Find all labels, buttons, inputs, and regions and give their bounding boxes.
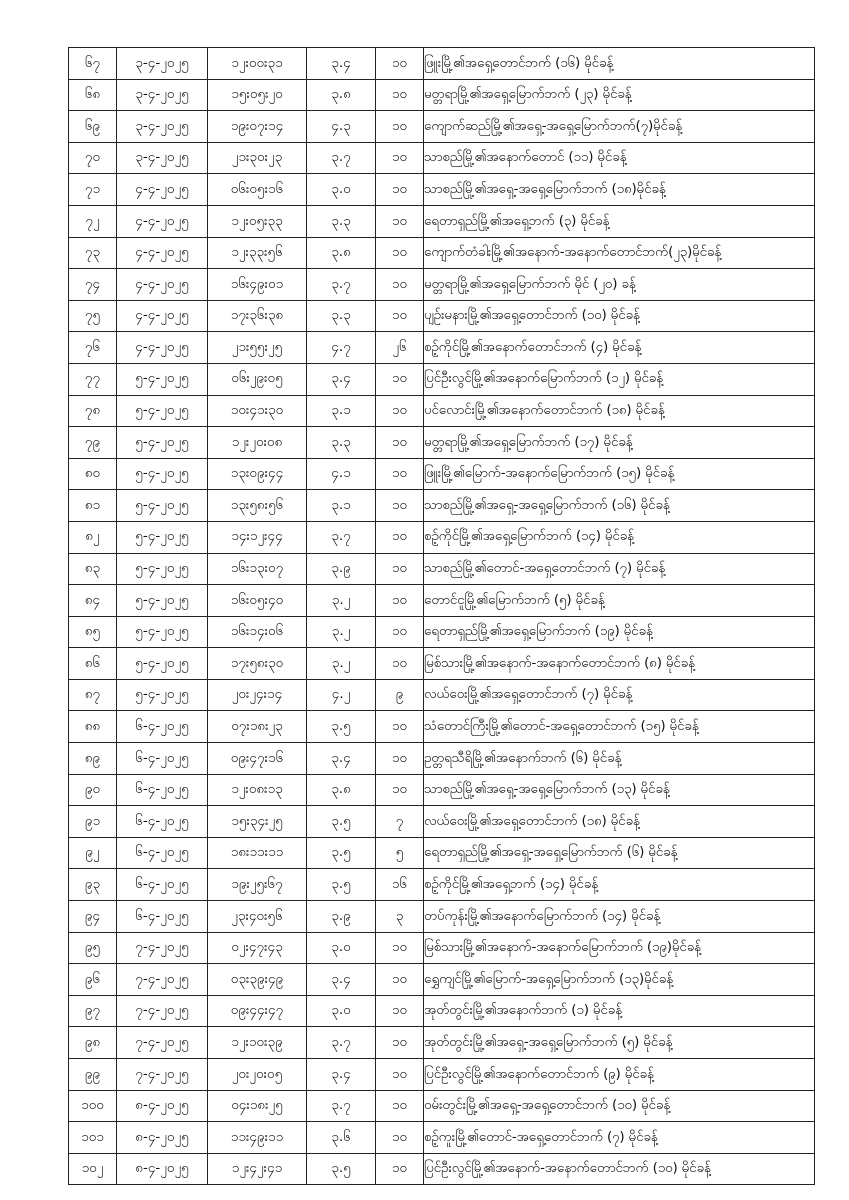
table-row (69, 837, 815, 869)
magnitude-cell: ၃.၅ (307, 1153, 376, 1185)
depth-cell: ၁၀ (376, 142, 424, 174)
date-cell: ၆-၄-၂၀၂၅ (117, 806, 208, 838)
row-number-cell: ၉၂ (69, 837, 117, 869)
time-cell: ၀၉း၄၇း၁၆ (208, 743, 307, 775)
row-number-cell: ၉၈ (69, 1027, 117, 1059)
location-cell: စဉ့်ကိုင်မြို့၏အနောက်တောင်ဘက် (၄) မိုင်ခန့် (424, 332, 815, 364)
time-cell: ၁၂း၁၀း၃၉ (208, 1027, 307, 1059)
location-cell: စဉ့်ကိုင်မြို့၏အရှေ့မြောက်ဘက် (၁၄) မိုင်ခန့် (424, 521, 815, 553)
time-cell: ၂၃း၄၀း၅၆ (208, 901, 307, 933)
magnitude-cell: ၃.၅ (307, 806, 376, 838)
depth-cell: ၁၀ (376, 932, 424, 964)
table-row (69, 869, 815, 901)
row-number-cell: ၇၉ (69, 427, 117, 459)
magnitude-cell: ၃.၈ (307, 774, 376, 806)
time-cell: ၀၆း၂၉း၀၅ (208, 363, 307, 395)
magnitude-cell: ၃.၅ (307, 869, 376, 901)
magnitude-cell: ၃.၃ (307, 427, 376, 459)
time-cell: ၂၁း၃၀း၂၃ (208, 142, 307, 174)
date-cell: ၅-၄-၂၀၂၅ (117, 521, 208, 553)
depth-cell: ၁၀ (376, 300, 424, 332)
table-row (69, 111, 815, 143)
magnitude-cell: ၃.၄ (307, 48, 376, 80)
table-row (69, 901, 815, 933)
location-cell: သံတောင်ကြီးမြို့၏တောင်-အရှေ့တောင်ဘက် (၁၅) မိုင်ခန့် (424, 711, 815, 743)
location-cell: မတ္တရာမြို့၏အရှေ့မြောက်ဘက် (၂၃) မိုင်ခန့် (424, 79, 815, 111)
date-cell: ၄-၄-၂၀၂၅ (117, 332, 208, 364)
date-cell: ၃-၄-၂၀၂၅ (117, 79, 208, 111)
location-cell: မြစ်သားမြို့၏အနောက်-အနောက်မြောက်ဘက် (၁၉)မိုင်ခန့် (424, 932, 815, 964)
location-cell: မတ္တရာမြို့၏အရှေ့မြောက်ဘက် (၁၇) မိုင်ခန့် (424, 427, 815, 459)
location-cell: စဉ့်ကိုင်မြို့၏အရှေ့ဘက် (၁၄) မိုင်ခန့် (424, 869, 815, 901)
location-cell: သာစည်မြို့၏တောင်-အရှေ့တောင်ဘက် (၇) မိုင်ခန့် (424, 553, 815, 585)
magnitude-cell: ၃.၈ (307, 237, 376, 269)
depth-cell: ၁၀ (376, 205, 424, 237)
location-cell: တောင်ငူမြို့၏မြောက်ဘက် (၅) မိုင်ခန့် (424, 585, 815, 617)
date-cell: ၃-၄-၂၀၂၅ (117, 142, 208, 174)
date-cell: ၈-၄-၂၀၂၅ (117, 1090, 208, 1122)
depth-cell: ၁၀ (376, 1059, 424, 1091)
row-number-cell: ၉၇ (69, 995, 117, 1027)
row-number-cell: ၉၃ (69, 869, 117, 901)
table-row (69, 395, 815, 427)
table-row (69, 774, 815, 806)
date-cell: ၅-၄-၂၀၂၅ (117, 458, 208, 490)
time-cell: ၁၅း၀၅း၂၀ (208, 79, 307, 111)
location-cell: ကျောက်တံခါးမြို့၏အနောက်-အနောက်တောင်ဘက်(၂၃)မိုင်ခန့် (424, 237, 815, 269)
time-cell: ၀၆း၀၅း၁၆ (208, 174, 307, 206)
row-number-cell: ၈၄ (69, 585, 117, 617)
depth-cell: ၁၀ (376, 174, 424, 206)
magnitude-cell: ၃.၅ (307, 837, 376, 869)
row-number-cell: ၈၁ (69, 490, 117, 522)
depth-cell: ၁၀ (376, 48, 424, 80)
row-number-cell: ၇၂ (69, 205, 117, 237)
location-cell: ရေတာရှည်မြို့၏အရှေ့-အရှေ့မြောက်ဘက် (၆) မိုင်ခန့် (424, 837, 815, 869)
depth-cell: ၁၀ (376, 774, 424, 806)
location-cell: ဝမ်းတွင်းမြို့၏အရှေ့-အရှေ့တောင်ဘက် (၁၀) မိုင်ခန့် (424, 1090, 815, 1122)
depth-cell: ၇ (376, 806, 424, 838)
depth-cell: ၁၀ (376, 711, 424, 743)
time-cell: ၀၇း၁၈း၂၃ (208, 711, 307, 743)
location-cell: ပြင်ဦးလွင်မြို့၏အနောက်တောင်ဘက် (၉) မိုင်ခန့် (424, 1059, 815, 1091)
time-cell: ၁၂း၃၃း၅၆ (208, 237, 307, 269)
location-cell: စဉ့်ကူးမြို့၏တောင်-အရှေ့တောင်ဘက် (၇) မိုင်ခန့် (424, 1122, 815, 1154)
row-number-cell: ၇၃ (69, 237, 117, 269)
date-cell: ၅-၄-၂၀၂၅ (117, 553, 208, 585)
date-cell: ၇-၄-၂၀၂၅ (117, 932, 208, 964)
depth-cell: ၁၀ (376, 616, 424, 648)
magnitude-cell: ၃.၂ (307, 616, 376, 648)
date-cell: ၄-၄-၂၀၂၅ (117, 300, 208, 332)
row-number-cell: ၇၁ (69, 174, 117, 206)
time-cell: ၁၃း၅၈း၅၆ (208, 490, 307, 522)
time-cell: ၁၆း၁၄း၀၆ (208, 616, 307, 648)
row-number-cell: ၆၈ (69, 79, 117, 111)
time-cell: ၁၂း၂၀း၀၈ (208, 427, 307, 459)
depth-cell: ၁၀ (376, 1090, 424, 1122)
row-number-cell: ၆၉ (69, 111, 117, 143)
magnitude-cell: ၃.၄ (307, 743, 376, 775)
location-cell: မြစ်သားမြို့၏အနောက်-အနောက်တောင်ဘက် (၈) မိုင်ခန့် (424, 648, 815, 680)
time-cell: ၁၁း၄၉း၁၁ (208, 1122, 307, 1154)
row-number-cell: ၈၀ (69, 458, 117, 490)
date-cell: ၄-၄-၂၀၂၅ (117, 269, 208, 301)
magnitude-cell: ၃.၆ (307, 1122, 376, 1154)
depth-cell: ၁၀ (376, 743, 424, 775)
table-row (69, 711, 815, 743)
time-cell: ၁၉း၂၅း၆၇ (208, 869, 307, 901)
magnitude-cell: ၃.၀ (307, 995, 376, 1027)
row-number-cell: ၈၂ (69, 521, 117, 553)
row-number-cell: ၉၀ (69, 774, 117, 806)
location-cell: ပြင်ဦးလွင်မြို့၏အနောက်မြောက်ဘက် (၁၂) မိုင်ခန့် (424, 363, 815, 395)
date-cell: ၆-၄-၂၀၂၅ (117, 901, 208, 933)
time-cell: ၁၈း၁၁း၁၁ (208, 837, 307, 869)
location-cell: ရွှေကျင်မြို့၏မြောက်-အရှေ့မြောက်ဘက် (၁၃)မိုင်ခန့် (424, 964, 815, 996)
date-cell: ၅-၄-၂၀၂၅ (117, 427, 208, 459)
table-row (69, 205, 815, 237)
location-cell: ဖြူးမြို့၏အရှေ့တောင်ဘက် (၁၆) မိုင်ခန့် (424, 48, 815, 80)
row-number-cell: ၈၅ (69, 616, 117, 648)
depth-cell: ၁၀ (376, 995, 424, 1027)
time-cell: ၁၆း၄၉း၀၁ (208, 269, 307, 301)
depth-cell: ၁၀ (376, 521, 424, 553)
table-row (69, 1027, 815, 1059)
table-row (69, 142, 815, 174)
depth-cell: ၁၀ (376, 237, 424, 269)
date-cell: ၄-၄-၂၀၂၅ (117, 237, 208, 269)
depth-cell: ၂၆ (376, 332, 424, 364)
location-cell: အုတ်တွင်းမြို့၏အနောက်ဘက် (၁) မိုင်ခန့် (424, 995, 815, 1027)
location-cell: မတ္တရာမြို့၏အရှေ့မြောက်ဘက် မိုင် (၂၀) ခန့် (424, 269, 815, 301)
earthquake-table-body (69, 48, 815, 1185)
magnitude-cell: ၃.၁ (307, 490, 376, 522)
row-number-cell: ၈၃ (69, 553, 117, 585)
row-number-cell: ၇၈ (69, 395, 117, 427)
location-cell: ပြင်ဦးလွင်မြို့၏အနောက်-အနောက်တောင်ဘက် (၁၀) မိုင်ခန့် (424, 1153, 815, 1185)
row-number-cell: ၁၀၁ (69, 1122, 117, 1154)
time-cell: ၁၀း၄၁း၃၀ (208, 395, 307, 427)
time-cell: ၀၉း၄၄း၄၇ (208, 995, 307, 1027)
magnitude-cell: ၃.၅ (307, 711, 376, 743)
date-cell: ၅-၄-၂၀၂၅ (117, 585, 208, 617)
depth-cell: ၁၀ (376, 553, 424, 585)
location-cell: ပင်လောင်းမြို့၏အနောက်တောင်ဘက် (၁၈) မိုင်ခန့် (424, 395, 815, 427)
table-row (69, 48, 815, 80)
row-number-cell: ၈၇ (69, 679, 117, 711)
depth-cell: ၁၀ (376, 269, 424, 301)
depth-cell: ၅ (376, 837, 424, 869)
magnitude-cell: ၃.၂ (307, 585, 376, 617)
depth-cell: ၁၀ (376, 1153, 424, 1185)
table-row (69, 964, 815, 996)
date-cell: ၃-၄-၂၀၂၅ (117, 111, 208, 143)
magnitude-cell: ၃.၇ (307, 521, 376, 553)
depth-cell: ၁၀ (376, 458, 424, 490)
date-cell: ၅-၄-၂၀၂၅ (117, 616, 208, 648)
table-row (69, 458, 815, 490)
date-cell: ၆-၄-၂၀၂၅ (117, 837, 208, 869)
date-cell: ၃-၄-၂၀၂၅ (117, 48, 208, 80)
time-cell: ၀၄း၁၈း၂၅ (208, 1090, 307, 1122)
magnitude-cell: ၃.၇ (307, 1027, 376, 1059)
location-cell: ကျောက်ဆည်မြို့၏အရှေ့-အရှေ့မြောက်ဘက်(၇)မိုင်ခန့် (424, 111, 815, 143)
time-cell: ၁၂း၀၈း၁၃ (208, 774, 307, 806)
time-cell: ၁၅း၃၄း၂၅ (208, 806, 307, 838)
depth-cell: ၁၀ (376, 964, 424, 996)
table-row (69, 79, 815, 111)
date-cell: ၅-၄-၂၀၂၅ (117, 395, 208, 427)
table-row (69, 521, 815, 553)
row-number-cell: ၉၁ (69, 806, 117, 838)
location-cell: အုတ်တွင်းမြို့၏အရှေ့-အရှေ့မြောက်ဘက် (၅) မိုင်ခန့် (424, 1027, 815, 1059)
time-cell: ၁၂း၄၂း၄၁ (208, 1153, 307, 1185)
magnitude-cell: ၃.၀ (307, 174, 376, 206)
table-row (69, 332, 815, 364)
time-cell: ၁၇း၃၆း၃၈ (208, 300, 307, 332)
date-cell: ၅-၄-၂၀၂၅ (117, 363, 208, 395)
magnitude-cell: ၃.၁ (307, 395, 376, 427)
time-cell: ၁၆း၀၅း၄၀ (208, 585, 307, 617)
depth-cell: ၁၀ (376, 1122, 424, 1154)
magnitude-cell: ၄.၃ (307, 111, 376, 143)
date-cell: ၄-၄-၂၀၂၅ (117, 174, 208, 206)
magnitude-cell: ၃.၄ (307, 1059, 376, 1091)
table-row (69, 585, 815, 617)
date-cell: ၅-၄-၂၀၂၅ (117, 490, 208, 522)
row-number-cell: ၇၆ (69, 332, 117, 364)
date-cell: ၈-၄-၂၀၂၅ (117, 1153, 208, 1185)
location-cell: ပျဉ်းမနားမြို့၏အရှေ့တောင်ဘက် (၁၀) မိုင်ခန့် (424, 300, 815, 332)
location-cell: လယ်ဝေးမြို့၏အရှေ့တောင်ဘက် (၇) မိုင်ခန့် (424, 679, 815, 711)
magnitude-cell: ၃.၇ (307, 1090, 376, 1122)
location-cell: သာစည်မြို့၏အရှေ့-အရှေ့မြောက်ဘက် (၁၆) မိုင်ခန့် (424, 490, 815, 522)
row-number-cell: ၆၇ (69, 48, 117, 80)
location-cell: ဖြူးမြို့၏မြောက်-အနောက်မြောက်ဘက် (၁၅) မိုင်ခန့် (424, 458, 815, 490)
table-row (69, 743, 815, 775)
table-row (69, 648, 815, 680)
table-row (69, 679, 815, 711)
location-cell: သာစည်မြို့၏အနောက်တောင် (၁၁) မိုင်ခန့် (424, 142, 815, 174)
date-cell: ၆-၄-၂၀၂၅ (117, 774, 208, 806)
row-number-cell: ၇၅ (69, 300, 117, 332)
date-cell: ၆-၄-၂၀၂၅ (117, 743, 208, 775)
magnitude-cell: ၃.၃ (307, 205, 376, 237)
depth-cell: ၁၀ (376, 363, 424, 395)
depth-cell: ၁၀ (376, 490, 424, 522)
table-row (69, 269, 815, 301)
table-row (69, 237, 815, 269)
row-number-cell: ၉၆ (69, 964, 117, 996)
table-row (69, 300, 815, 332)
table-row (69, 806, 815, 838)
earthquake-table (68, 47, 815, 1185)
row-number-cell: ၇၇ (69, 363, 117, 395)
row-number-cell: ၇၄ (69, 269, 117, 301)
table-row (69, 995, 815, 1027)
depth-cell: ၁၀ (376, 79, 424, 111)
magnitude-cell: ၃.၄ (307, 964, 376, 996)
time-cell: ၁၂း၀၀း၃၁ (208, 48, 307, 80)
row-number-cell: ၈၆ (69, 648, 117, 680)
table-row (69, 1090, 815, 1122)
table-row (69, 174, 815, 206)
row-number-cell: ၉၅ (69, 932, 117, 964)
date-cell: ၇-၄-၂၀၂၅ (117, 1027, 208, 1059)
table-row (69, 932, 815, 964)
row-number-cell: ၁၀၀ (69, 1090, 117, 1122)
location-cell: တပ်ကုန်းမြို့၏အနောက်မြောက်ဘက် (၁၄) မိုင်ခန့် (424, 901, 815, 933)
magnitude-cell: ၃.၉ (307, 553, 376, 585)
row-number-cell: ၉၉ (69, 1059, 117, 1091)
magnitude-cell: ၄.၇ (307, 332, 376, 364)
table-row (69, 363, 815, 395)
table-row (69, 427, 815, 459)
location-cell: ရေတာရှည်မြို့၏အရှေ့ဘက် (၃) မိုင်ခန့် (424, 205, 815, 237)
time-cell: ၁၃း၀၉း၄၄ (208, 458, 307, 490)
time-cell: ၂၁း၅၅း၂၅ (208, 332, 307, 364)
time-cell: ၁၂း၀၅း၃၃ (208, 205, 307, 237)
row-number-cell: ၈၉ (69, 743, 117, 775)
table-row (69, 1122, 815, 1154)
depth-cell: ၉ (376, 679, 424, 711)
time-cell: ၂၀း၂၀း၀၅ (208, 1059, 307, 1091)
time-cell: ၁၉း၀၇း၁၄ (208, 111, 307, 143)
magnitude-cell: ၃.၈ (307, 79, 376, 111)
magnitude-cell: ၃.၂ (307, 648, 376, 680)
location-cell: သာစည်မြို့၏အရှေ့-အရှေ့မြောက်ဘက် (၁၃) မိုင်ခန့် (424, 774, 815, 806)
row-number-cell: ၈၈ (69, 711, 117, 743)
magnitude-cell: ၃.၀ (307, 932, 376, 964)
table-row (69, 1153, 815, 1185)
date-cell: ၆-၄-၂၀၂၅ (117, 711, 208, 743)
time-cell: ၁၇း၅၈း၃၀ (208, 648, 307, 680)
date-cell: ၇-၄-၂၀၂၅ (117, 995, 208, 1027)
table-row (69, 1059, 815, 1091)
table-row (69, 490, 815, 522)
row-number-cell: ၇၀ (69, 142, 117, 174)
magnitude-cell: ၃.၄ (307, 363, 376, 395)
depth-cell: ၁၀ (376, 585, 424, 617)
time-cell: ၂၀း၂၄း၁၄ (208, 679, 307, 711)
location-cell: သာစည်မြို့၏အရှေ့-အရှေ့မြောက်ဘက် (၁၈)မိုင်ခန့် (424, 174, 815, 206)
date-cell: ၄-၄-၂၀၂၅ (117, 205, 208, 237)
time-cell: ၁၄း၁၂း၄၄ (208, 521, 307, 553)
depth-cell: ၁၀ (376, 1027, 424, 1059)
location-cell: ဥတ္တရသီရိမြို့၏အနောက်ဘက် (၆) မိုင်ခန့် (424, 743, 815, 775)
date-cell: ၇-၄-၂၀၂၅ (117, 1059, 208, 1091)
time-cell: ၀၂း၄၇း၄၃ (208, 932, 307, 964)
table-row (69, 553, 815, 585)
location-cell: လယ်ဝေးမြို့၏အရှေ့တောင်ဘက် (၁၈) မိုင်ခန့် (424, 806, 815, 838)
row-number-cell: ၉၄ (69, 901, 117, 933)
date-cell: ၇-၄-၂၀၂၅ (117, 964, 208, 996)
depth-cell: ၁၀ (376, 111, 424, 143)
depth-cell: ၁၆ (376, 869, 424, 901)
depth-cell: ၁၀ (376, 427, 424, 459)
date-cell: ၅-၄-၂၀၂၅ (117, 648, 208, 680)
location-cell: ရေတာရှည်မြို့၏အရှေ့မြောက်ဘက် (၁၉) မိုင်ခန့် (424, 616, 815, 648)
time-cell: ၀၃း၃၉း၄၉ (208, 964, 307, 996)
magnitude-cell: ၃.၃ (307, 300, 376, 332)
date-cell: ၈-၄-၂၀၂၅ (117, 1122, 208, 1154)
time-cell: ၁၆း၁၃း၀၇ (208, 553, 307, 585)
magnitude-cell: ၄.၂ (307, 679, 376, 711)
depth-cell: ၁၀ (376, 648, 424, 680)
magnitude-cell: ၃.၉ (307, 901, 376, 933)
depth-cell: ၁၀ (376, 395, 424, 427)
date-cell: ၅-၄-၂၀၂၅ (117, 679, 208, 711)
depth-cell: ၃ (376, 901, 424, 933)
magnitude-cell: ၃.၇ (307, 142, 376, 174)
table-row (69, 616, 815, 648)
magnitude-cell: ၄.၁ (307, 458, 376, 490)
row-number-cell: ၁၀၂ (69, 1153, 117, 1185)
magnitude-cell: ၃.၇ (307, 269, 376, 301)
date-cell: ၆-၄-၂၀၂၅ (117, 869, 208, 901)
